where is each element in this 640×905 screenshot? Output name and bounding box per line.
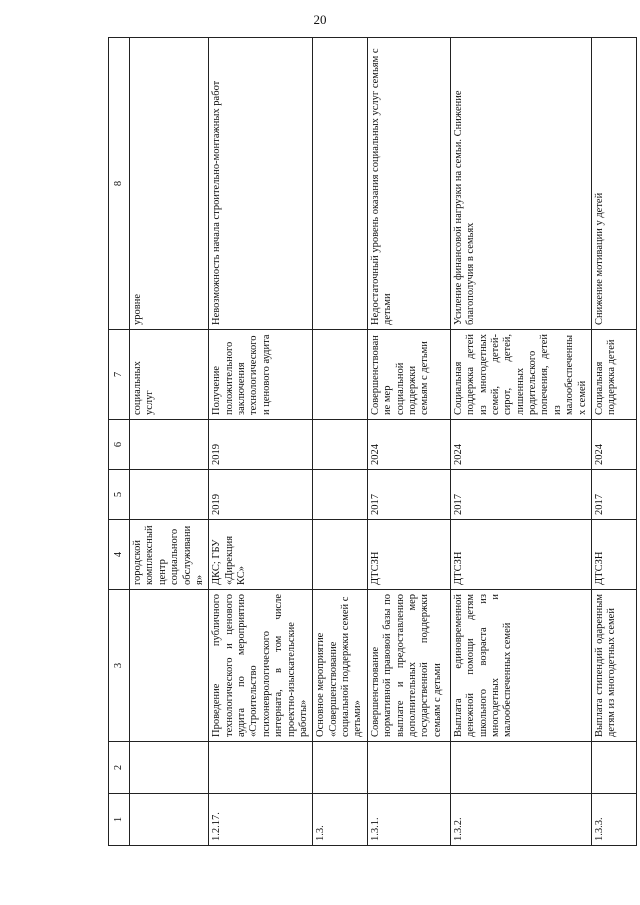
cell-end-year: 2024 — [450, 420, 591, 470]
cell-expected-result: Социальная поддержка детей из многодетных семей, детей-сирот, детей, лишенных родительского попечения, детей из малообеспеченных семей — [450, 330, 591, 420]
cell-col2 — [591, 742, 636, 794]
cell-col2 — [209, 742, 313, 794]
cell-end-year — [313, 420, 368, 470]
table-row — [367, 38, 450, 846]
cell-number: 1.3. — [313, 794, 368, 846]
cell-number: 1.3.1. — [367, 794, 450, 846]
cell-start-year: 2017 — [367, 470, 450, 520]
cell-measure-name: Основное мероприятие «Совершенствование социальной поддержки семей с детьми» — [313, 590, 368, 742]
cell-number: 1.2.17. — [209, 794, 313, 846]
cell-consequences — [313, 38, 368, 330]
cell-start-year — [313, 470, 368, 520]
cell-end-year: 2024 — [591, 420, 636, 470]
cell-executor: ДКС; ГБУ «Дирекция КС» — [209, 520, 313, 590]
cell-col2 — [313, 742, 368, 794]
column-header: 2 — [109, 742, 130, 794]
cell-expected-result: социальных услуг — [130, 330, 209, 420]
cell-number — [130, 794, 209, 846]
column-header: 8 — [109, 38, 130, 330]
cell-start-year: 2017 — [450, 470, 591, 520]
cell-expected-result: Социальная поддержка детей — [591, 330, 636, 420]
table-row — [450, 38, 591, 846]
column-header: 6 — [109, 420, 130, 470]
cell-executor: ДТСЗН — [591, 520, 636, 590]
cell-number: 1.3.2. — [450, 794, 591, 846]
cell-executor — [313, 520, 368, 590]
cell-col2 — [367, 742, 450, 794]
cell-start-year: 2017 — [591, 470, 636, 520]
cell-expected-result — [313, 330, 368, 420]
column-header: 4 — [109, 520, 130, 590]
cell-measure-name: Проведение публичного технологического и ценового аудита по мероприятию «Строительство психоневрологического интерната, в том числе проектно-изыскательские работы» — [209, 590, 313, 742]
cell-executor: ДТСЗН — [450, 520, 591, 590]
cell-end-year — [130, 420, 209, 470]
cell-executor: ДТСЗН — [367, 520, 450, 590]
cell-measure-name: Выплата стипендий одаренным детям из многодетных семей — [591, 590, 636, 742]
cell-measure-name: Выплата единовременной денежной помощи детям школьного возраста из многодетных и малообеспеченных семей — [450, 590, 591, 742]
cell-expected-result: Получение положительного заключения технологического и ценового аудита — [209, 330, 313, 420]
cell-number: 1.3.3. — [591, 794, 636, 846]
column-header: 3 — [109, 590, 130, 742]
column-header: 7 — [109, 330, 130, 420]
cell-measure-name — [130, 590, 209, 742]
table-row — [313, 38, 368, 846]
cell-executor: городской комплексный центр социального обслуживания» — [130, 520, 209, 590]
page-number: 20 — [313, 12, 327, 27]
cell-expected-result: Совершенствование мер социальной поддержки семьям с детьми — [367, 330, 450, 420]
cell-consequences: Снижение мотивации у детей — [591, 38, 636, 330]
cell-consequences: уровне — [130, 38, 209, 330]
column-header: 5 — [109, 470, 130, 520]
cell-consequences: Невозможность начала строительно-монтажных работ — [209, 38, 313, 330]
cell-end-year: 2019 — [209, 420, 313, 470]
cell-end-year: 2024 — [367, 420, 450, 470]
cell-col2 — [450, 742, 591, 794]
cell-consequences: Недостаточный уровень оказания социальных услуг семьям с детьми — [367, 38, 450, 330]
cell-measure-name: Совершенствование нормативной правовой базы по выплате и предоставлению дополнительных мер государственной поддержки семьям с детьми — [367, 590, 450, 742]
rotated-table-area — [108, 38, 618, 846]
column-header: 1 — [109, 794, 130, 846]
table-row — [130, 38, 209, 846]
cell-col2 — [130, 742, 209, 794]
table-row — [209, 38, 313, 846]
cell-start-year — [130, 470, 209, 520]
cell-consequences: Усиление финансовой нагрузки на семьи. Снижение благополучия в семьях — [450, 38, 591, 330]
cell-start-year: 2019 — [209, 470, 313, 520]
table-row — [591, 38, 636, 846]
measures-table — [108, 37, 637, 846]
column-number-row — [109, 38, 130, 846]
